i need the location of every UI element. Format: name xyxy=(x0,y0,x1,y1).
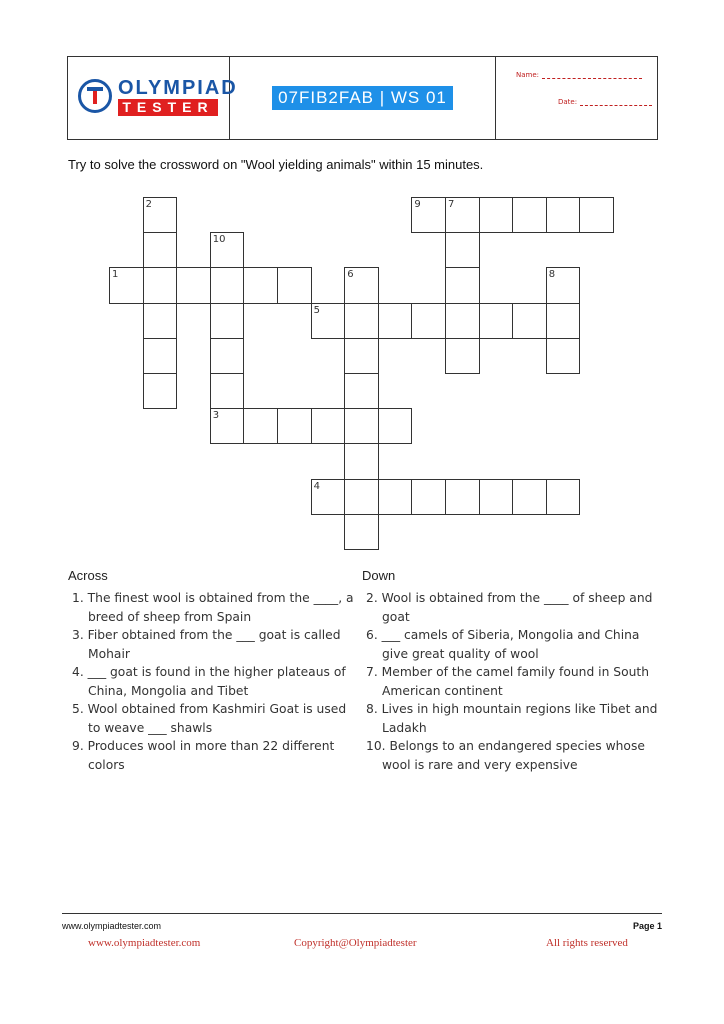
crossword-cell[interactable] xyxy=(143,232,178,268)
name-field[interactable] xyxy=(516,71,642,79)
clue-number: 1 xyxy=(112,269,119,281)
crossword-cell[interactable] xyxy=(210,232,245,268)
crossword-cell[interactable] xyxy=(243,267,278,303)
logo-text-bottom: TESTER xyxy=(118,99,218,116)
crossword-cell[interactable] xyxy=(445,197,480,233)
crossword-cell[interactable] xyxy=(143,303,178,339)
clue-number: 7 xyxy=(448,199,455,210)
crossword-cell[interactable] xyxy=(210,303,245,339)
crossword-cell[interactable] xyxy=(344,303,379,339)
crossword-cell[interactable] xyxy=(344,479,379,515)
crossword-cell[interactable] xyxy=(546,338,581,374)
crossword-cell[interactable] xyxy=(546,479,581,515)
crossword-cell[interactable] xyxy=(311,408,346,444)
clue-item: 6. ___ camels of Siberia, Mongolia and China give great quality of wool xyxy=(366,628,640,661)
worksheet-code: 07FIB2FAB | WS 01 xyxy=(272,86,453,110)
footer-rights: All rights reserved xyxy=(546,937,628,949)
crossword-cell[interactable] xyxy=(243,408,278,444)
clue-item: 3. Fiber obtained from the ___ goat is called Mohair xyxy=(72,628,341,661)
logo-icon xyxy=(78,79,112,113)
clue-number: 4 xyxy=(313,480,320,492)
clue-item: 2. Wool is obtained from the ____ of sheep and goat xyxy=(366,591,653,624)
clue-item: 4. ___ goat is found in the higher plateaus of China, Mongolia and Tibet xyxy=(72,665,346,698)
crossword-cell[interactable] xyxy=(445,232,480,268)
crossword-cell[interactable] xyxy=(277,408,312,444)
clue-number: 9 xyxy=(414,199,421,210)
page-number: Page 1 xyxy=(632,921,662,931)
crossword-cell[interactable] xyxy=(143,267,178,303)
crossword-cell[interactable] xyxy=(143,197,178,233)
student-meta xyxy=(496,57,657,139)
crossword-cell[interactable] xyxy=(445,303,480,339)
worksheet-code-cell xyxy=(230,57,496,139)
footer-divider xyxy=(62,913,662,914)
clue-item: 5. Wool obtained from Kashmiri Goat is used to weave ___ shawls xyxy=(72,702,347,735)
crossword-cell[interactable] xyxy=(512,303,547,339)
crossword-cell[interactable] xyxy=(344,443,379,479)
crossword-cell[interactable] xyxy=(143,373,178,409)
clue-item: 8. Lives in high mountain regions like Tibet and Ladakh xyxy=(366,702,658,735)
crossword-cell[interactable] xyxy=(210,408,245,444)
crossword-cell[interactable] xyxy=(311,479,346,515)
crossword-cell[interactable] xyxy=(378,479,413,515)
crossword-cell[interactable] xyxy=(479,303,514,339)
crossword-cell[interactable] xyxy=(512,479,547,515)
crossword-cell[interactable] xyxy=(479,479,514,515)
crossword-cell[interactable] xyxy=(445,479,480,515)
crossword-cell[interactable] xyxy=(344,338,379,374)
crossword-cell[interactable] xyxy=(143,338,178,374)
worksheet-header xyxy=(67,56,658,140)
clue-item: 9. Produces wool in more than 22 different colors xyxy=(72,739,335,772)
crossword-cell[interactable] xyxy=(579,197,614,233)
crossword-cell[interactable] xyxy=(411,479,446,515)
crossword-cell[interactable] xyxy=(512,197,547,233)
crossword-cell[interactable] xyxy=(344,373,379,409)
crossword-cell[interactable] xyxy=(210,267,245,303)
crossword-cell[interactable] xyxy=(479,197,514,233)
down-title: Down xyxy=(362,568,396,583)
crossword-cell[interactable] xyxy=(378,408,413,444)
crossword-cell[interactable] xyxy=(378,303,413,339)
crossword-cell[interactable] xyxy=(411,303,446,339)
crossword-cell[interactable] xyxy=(176,267,211,303)
date-field[interactable] xyxy=(558,98,652,106)
crossword-cell[interactable] xyxy=(311,303,346,339)
crossword-cell[interactable] xyxy=(445,267,480,303)
crossword-cell[interactable] xyxy=(344,514,379,550)
footer-website: www.olympiadtester.com xyxy=(88,937,201,949)
clue-item: 10. Belongs to an endangered species whose wool is rare and very expensive xyxy=(366,739,645,772)
crossword-cell[interactable] xyxy=(546,267,581,303)
crossword-cell[interactable] xyxy=(411,197,446,233)
crossword-cell[interactable] xyxy=(210,373,245,409)
logo xyxy=(68,57,238,139)
crossword-cell[interactable] xyxy=(210,338,245,374)
date-line xyxy=(580,105,652,106)
clue-number: 5 xyxy=(313,304,320,316)
crossword-cell[interactable] xyxy=(546,303,581,339)
clue-item: 1. The finest wool is obtained from the ____, a breed of sheep from Spain xyxy=(72,591,354,624)
clue-number: 2 xyxy=(145,199,152,210)
crossword-cell[interactable] xyxy=(344,267,379,303)
clue-number: 10 xyxy=(212,234,226,246)
name-label: Name: xyxy=(516,71,540,79)
clue-number: 8 xyxy=(548,269,556,281)
date-label: Date: xyxy=(558,98,578,106)
crossword-cell[interactable] xyxy=(109,267,144,303)
down-clues xyxy=(362,568,662,774)
logo-text-top: OLYMPIAD xyxy=(118,77,238,99)
clue-number: 6 xyxy=(347,269,354,281)
across-title: Across xyxy=(68,568,108,583)
across-clues xyxy=(68,568,358,774)
crossword-cell[interactable] xyxy=(546,197,581,233)
footer-copyright: Copyright@Olympiadtester xyxy=(294,937,417,949)
footer-site: www.olympiadtester.com xyxy=(62,921,162,931)
clue-item: 7. Member of the camel family found in South American continent xyxy=(366,665,650,698)
clue-number: 3 xyxy=(212,410,220,422)
name-line xyxy=(542,78,642,79)
instruction-text: Try to solve the crossword on "Wool yielding animals" within 15 minutes. xyxy=(68,157,484,172)
crossword-cell[interactable] xyxy=(277,267,312,303)
crossword-cell[interactable] xyxy=(344,408,379,444)
crossword-cell[interactable] xyxy=(445,338,480,374)
